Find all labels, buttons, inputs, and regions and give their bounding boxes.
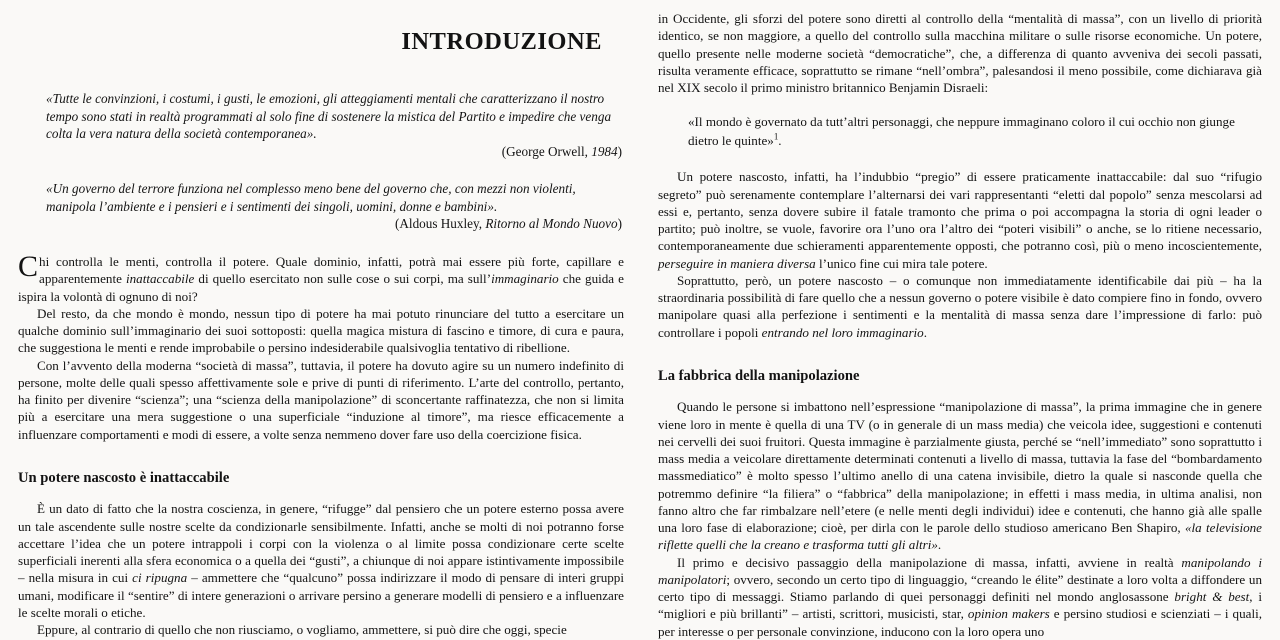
- left-page: [0, 0, 640, 638]
- primo-passaggio-part3: , i “migliori e più brillanti” – artisti, scrittori, musicisti, star,: [658, 589, 1262, 622]
- blockquote-disraeli: [658, 113, 1262, 150]
- right-page: [640, 0, 1280, 639]
- primo-passaggio-part2: ; ovvero, secondo un certo tipo di linguaggio, “creando le élite” destinate a loro volta a diffondere un certo tipo di messaggi. Stiamo parlando di quei personaggi definiti nel mondo anglosassone: [658, 571, 1262, 605]
- primo-passaggio-italic-opinion-makers: opinion makers: [967, 606, 1050, 622]
- quando-part1: Quando le persone si imbattono nell’espressione “manipolazione di massa”, la prima immagine che in genere viene loro in mente è quella di una TV (o in generale di un mass media) che veicola idee, suggestioni e contenuti nei cervelli dei suoi fruitori. Questa immagine è parzialmente giusta, perché se “nell’immediato” sono soprattutto i mass media a veicolare direttamente determinati contenuti a livello di massa, tuttavia la fase del “bombardamento massmediatico” è molto spesso l’ultimo anello di una catena invisibile, dietro la quale si nasconde quella che potremmo definire “la filiera” o “fabbrica” della manipolazione; in effetti i mass media, in ultima analisi, non fanno altro che far rimbalzare nell’etere (e nelle menti degli individui) idee e contenuti, che hanno già alle spalle una loro fase di elaborazione; cioè, per dirla con le parole dello studioso americano Ben Shapiro,: [658, 399, 1262, 536]
- opening-lead-in: hi: [39, 254, 50, 270]
- potere-nascosto-italic-perseguire: perseguire in maniera diversa: [658, 255, 816, 271]
- epigraph-huxley-source-work: Ritorno al Mondo Nuovo: [485, 216, 618, 232]
- heading-spacer-right: [658, 385, 1262, 398]
- opening-italic-immaginario: immaginario: [491, 271, 559, 287]
- potere-nascosto-part2: l’unico fine cui mira tale potere.: [815, 255, 988, 271]
- paragraph-quando-le-persone: [658, 398, 1262, 553]
- primo-passaggio-part4: e persino studiosi e scienziati – i quali, per interesse o per personale convinzione, inducono con la loro opera uno: [658, 606, 1262, 639]
- drop-cap-letter: C: [18, 250, 39, 284]
- epigraph-huxley-source: [46, 215, 622, 233]
- heading-spacer: [18, 487, 624, 500]
- opening-part2: di quello esercitato non sulle cose o sui corpi, ma sull’: [194, 271, 492, 287]
- paragraph-continued-occidente: in Occidente, gli sforzi del potere sono diretti al controllo della “mentalità di massa”, con un livello di priorità identico, se non maggiore, a quello del controllo sulla macchina militare o sulle risorse economiche. Un potere, quello presente nelle moderne società “democratiche”, che, a differenza di quanto avveniva dei secoli passati, risulta veramente efficace, soprattutto se rimane “nell’ombra”, palesandosi il meno possibile, come dichiarava già nel XIX secolo il primo ministro britannico Benjamin Disraeli:: [658, 11, 1262, 95]
- paragraph-societa-di-massa: Con l’avvento della moderna “società di massa”, tuttavia, il potere ha dovuto agire su un numero indefinito di persone, molte delle quali spesso affettivamente sole e prive di punti di riferimento. L’arte del controllo, pertanto, ha finito per divenire “scienza”; una “scienza della manipolazione” di sconcertante raffinatezza, che non si limita più a esercitare una mera suggestione o una superficiale “induzione al timore”, ma riesce efficacemente a influenzare comportamenti e modi di essere, a volte senza nemmeno dover fare uso della coercizione fisica.: [18, 357, 624, 442]
- soprattutto-italic-entrando: entrando nel loro immaginario: [761, 324, 924, 340]
- dato-di-fatto-part2: – ammettere che “qualcuno” possa indirizzare il modo di pensare di interi gruppi umani, modificare il “sentire” di intere generazioni o arrivare persino a generare modelli di pensiero e a influenzare le scelte morali o etiche.: [18, 570, 624, 620]
- epigraph-orwell-text: «Tutte le convinzioni, i costumi, i gusti, le emozioni, gli atteggiamenti mentali che caratterizzano il nostro tempo sono stati in realtà programmati al solo fine di sostenere la mistica del Partito e impedire che venga colta la vera natura della società contemporanea».: [46, 90, 612, 142]
- dato-di-fatto-part1: È un dato di fatto che la nostra coscienza, in genere, “rifugge” dal pensiero che un potere esterno possa avere un tale ascendente sulle nostre scelte da condizionarle sensibilmente. Infatti, anche se molti di noi potranno forse accettare l’idea che un potere intrappoli i corpi con la violenza o al limite possa condizionare certe scelte superficiali inerenti alla sfera economica o a quella dei “gusti”, a chiunque di noi appare istintivamente impossibile – nella misura in cui: [18, 501, 624, 586]
- paragraph-eppure: Eppure, al contrario di quello che non riusciamo, o vogliamo, ammettere, si può dire che oggi, specie: [36, 622, 567, 638]
- primo-passaggio-part1: Il primo e decisivo passaggio della manipolazione di massa, infatti, avviene in realtà: [676, 554, 1182, 570]
- paragraph-dato-di-fatto: [18, 500, 624, 621]
- blockquote-spacer: [658, 150, 1262, 168]
- chapter-title: INTRODUZIONE: [401, 28, 602, 55]
- paragraph-soprattutto: [658, 272, 1262, 341]
- epigraph-orwell-source-suffix: ): [617, 144, 622, 160]
- blockquote-disraeli-trailing: .: [778, 132, 782, 148]
- opening-paragraph: [18, 250, 624, 305]
- epigraph-orwell-source: [46, 143, 622, 161]
- dato-di-fatto-italic-ci-ripugna: ci ripugna: [132, 570, 188, 586]
- epigraph-orwell: [18, 90, 624, 161]
- blockquote-disraeli-text: «Il mondo è governato da tutt’altri personaggi, che neppure immaginano coloro il cui occhio non giunge dietro le quinte»: [688, 114, 1235, 148]
- quando-part2: .: [937, 537, 942, 553]
- footnote-marker-1: 1: [773, 131, 779, 142]
- soprattutto-part2: .: [923, 324, 928, 340]
- opening-italic-inattaccabile: inattaccabile: [125, 271, 195, 287]
- epigraph-huxley-source-prefix: (Aldous Huxley,: [394, 216, 486, 232]
- epigraph-huxley-source-suffix: ): [617, 216, 622, 232]
- potere-nascosto-part1: Un potere nascosto, infatti, ha l’indubbio “pregio” di essere praticamente inattaccabile: dal suo “rifugio segreto” può serenamente contemplare l’alternarsi dei vari rappresentanti “eletti dal popolo” senza mescolarsi ad essi e, pertanto, senza dovere subire il fatale tramonto che prima o poi accompagna la storia di ogni leader o partito; può inoltre, se vuole, favorire ora l’uno ora l’altro dei “poteri visibili” o anche, se lo ritiene necessario, contemporaneamente due schieramenti apparentemente opposti, che potranno così, più o meno incoscientemente,: [658, 169, 1262, 254]
- right-page-top-spacer: [658, 0, 1262, 10]
- epigraph-huxley-text: «Un governo del terrore funziona nel complesso meno bene del governo che, con mezzi non violenti, manipola l’ambiente e i pensieri e i sentimenti dei singoli, uomini, donne e bambini».: [46, 180, 576, 214]
- paragraph-del-resto: Del resto, da che mondo è mondo, nessun tipo di potere ha mai potuto rinunciare del tutto a esercitare un qualche dominio sull’immaginario dei suoi sottoposti: quella magica mistura di fascino e timore, di cura e paura, che suggestiona le menti e rende improbabile o persino indesiderabile qualsivoglia tentativo di ribellione.: [18, 305, 624, 356]
- section-heading-fabbrica-manipolazione: La fabbrica della manipolazione: [658, 367, 860, 384]
- section-heading-potere-nascosto: Un potere nascosto è inattaccabile: [18, 469, 230, 486]
- primo-passaggio-italic-manipolatori: manipolando i manipolatori: [658, 554, 1262, 587]
- paragraph-potere-nascosto: [658, 168, 1262, 272]
- soprattutto-part1: Soprattutto, però, un potere nascosto – o comunque non immediatamente identificabile dai più – ha la straordinaria possibilità di fare quello che a nessun governo o potere visibile è dato compiere fino in fondo, ovvero manipolare quasi alla perfezione i sentimenti e la mentalità di massa senza dare l’impressione di farlo: può controllare i popoli: [658, 272, 1262, 340]
- epigraph-huxley: [18, 180, 624, 233]
- epigraph-orwell-source-prefix: (George Orwell,: [501, 144, 592, 160]
- quando-italic-shapiro-quote: «la televisione riflette quelli che la creano e trasforma tutti gli altri»: [658, 520, 1262, 553]
- epigraph-orwell-source-work: 1984: [591, 144, 618, 160]
- opening-part3: che guida e ispira la volontà di ognuno di noi?: [18, 271, 624, 304]
- opening-part1: controlla le menti, controlla il potere. Quale dominio, infatti, potrà mai essere più forte, capillare e apparentemente: [39, 254, 624, 287]
- primo-passaggio-italic-bright-best: bright & best: [1174, 589, 1250, 605]
